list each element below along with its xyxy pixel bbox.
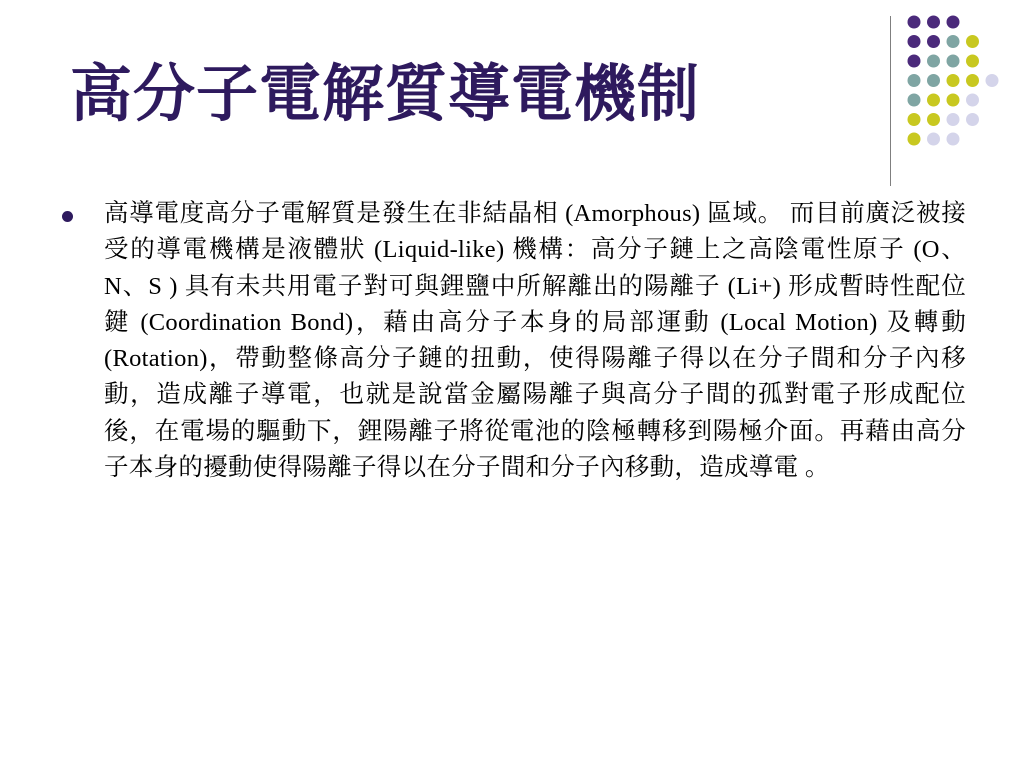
decoration-dot	[927, 94, 940, 107]
decoration-dot	[908, 16, 921, 29]
decoration-dot	[927, 113, 940, 126]
decoration-dot	[908, 74, 921, 87]
decoration-dot	[947, 113, 960, 126]
decoration-dot	[908, 35, 921, 48]
decoration-dot	[947, 16, 960, 29]
decoration-dot	[908, 113, 921, 126]
decoration-dot	[927, 16, 940, 29]
decoration-dot	[966, 94, 979, 107]
decoration-dot	[908, 133, 921, 146]
divider-line	[890, 16, 891, 186]
dot-grid-decoration	[902, 12, 1012, 162]
decoration-dot	[947, 133, 960, 146]
decoration-dot	[947, 94, 960, 107]
decoration-dot	[966, 74, 979, 87]
decoration-dot	[927, 133, 940, 146]
decoration-dot	[986, 74, 999, 87]
decoration-dot	[927, 55, 940, 68]
body-paragraph: 高導電度高分子電解質是發生在非結晶相 (Amorphous) 區域。 而目前廣泛被接受的導電機構是液體狀 (Liquid-like) 機構：高分子鏈上之高陰電性原子 (O、N、S ) 具有未共用電子對可與鋰鹽中所解離出的陽離子 (Li+) 形成暫時性配位鍵 (Coordination Bond)，藉由高分子本身的局部運動 (Local Motion) 及轉動 (Rotation)，帶動整條高分子鏈的扭動，使得陽離子得以在分子間和分子內移動，造成離子導電，也就是說當金屬陽離子與高分子間的孤對電子形成配位後，在電場的驅動下，鋰陽離子將從電池的陰極轉移到陽極介面。再藉由高分子本身的擾動使得陽離子得以在分子間和分子內移動，造成導電 。	[104, 200, 966, 482]
decoration-dot	[966, 113, 979, 126]
decoration-dot	[947, 74, 960, 87]
bullet-icon	[62, 211, 73, 222]
decoration-dot	[908, 94, 921, 107]
decoration-dot	[947, 55, 960, 68]
decoration-dot	[927, 35, 940, 48]
decoration-dot	[966, 55, 979, 68]
decoration-dot	[927, 74, 940, 87]
decoration-dot	[966, 35, 979, 48]
decoration-dot	[908, 55, 921, 68]
decoration-dot	[947, 35, 960, 48]
slide-title: 高分子電解質導電機制	[70, 57, 701, 130]
